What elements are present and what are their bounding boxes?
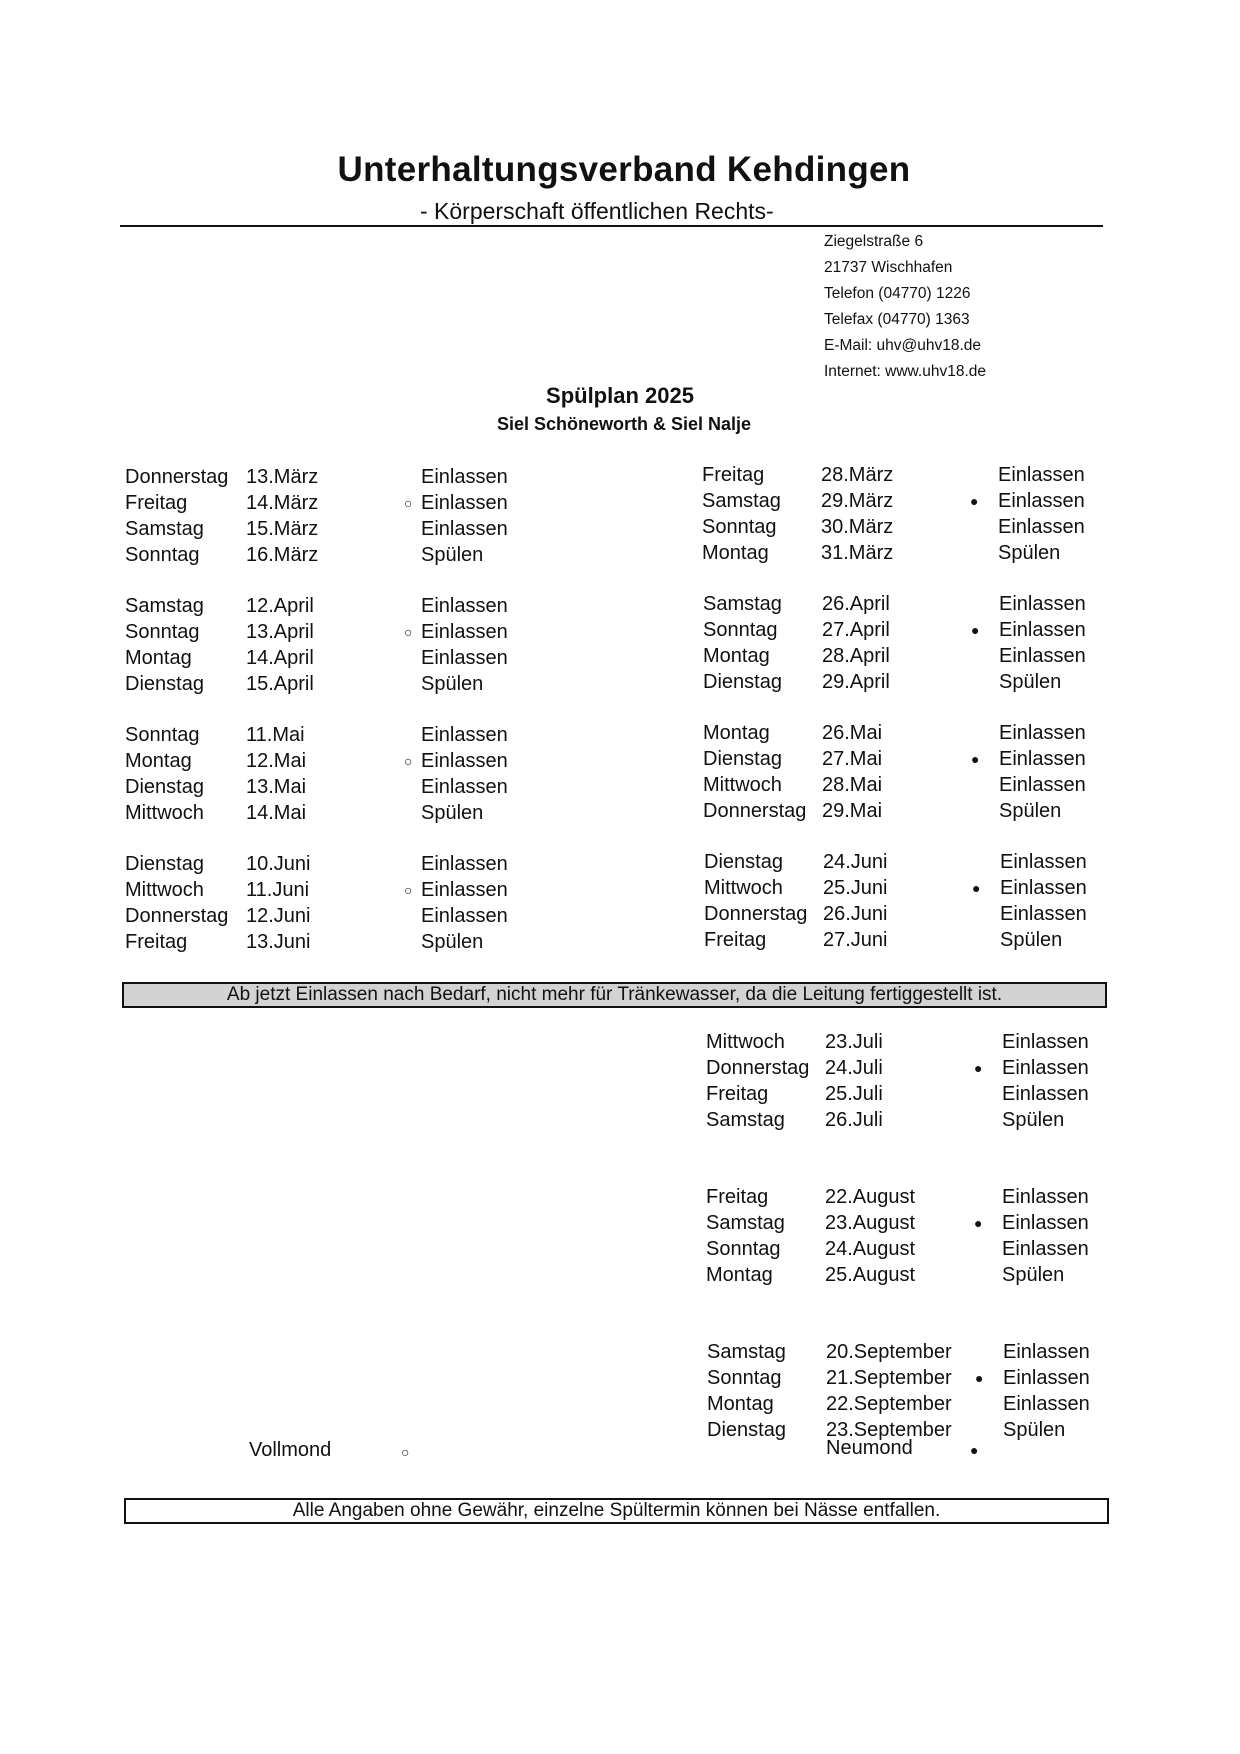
action-cell: Einlassen: [1002, 1057, 1089, 1079]
weekday-cell: Mittwoch: [125, 802, 204, 824]
plan-subtitle: Siel Schöneworth & Siel Nalje: [496, 414, 752, 434]
action-cell: Spülen: [421, 544, 484, 566]
action-cell: Einlassen: [421, 492, 508, 514]
date-cell: 26.Juni: [823, 903, 888, 925]
weekday-cell: Montag: [703, 722, 770, 744]
weekday-cell: Samstag: [706, 1109, 785, 1131]
legend-new-moon-label: Neumond: [826, 1437, 913, 1459]
date-cell: 23.September: [826, 1419, 952, 1441]
date-cell: 28.Mai: [822, 774, 883, 796]
weekday-cell: Donnerstag: [125, 466, 229, 488]
weekday-cell: Sonntag: [702, 516, 777, 538]
date-cell: 21.September: [826, 1367, 952, 1389]
date-cell: 23.August: [825, 1212, 916, 1234]
action-cell: Einlassen: [1000, 903, 1087, 925]
action-cell: Einlassen: [999, 774, 1086, 796]
action-cell: Spülen: [1000, 929, 1063, 951]
date-cell: 15.März: [246, 518, 319, 540]
action-cell: Spülen: [999, 671, 1062, 693]
moon-phase-icon: ●: [975, 1370, 984, 1386]
moon-phase-icon: ●: [970, 493, 979, 509]
weekday-cell: Sonntag: [125, 544, 200, 566]
date-cell: 15.April: [246, 673, 314, 695]
contact-fax: Telefax (04770) 1363: [824, 311, 970, 328]
organization-subtitle: - Körperschaft öffentlichen Rechts-: [420, 198, 774, 224]
moon-phase-icon: ●: [974, 1215, 983, 1231]
weekday-cell: Montag: [125, 750, 192, 772]
contact-phone: Telefon (04770) 1226: [824, 285, 971, 302]
weekday-cell: Samstag: [702, 490, 781, 512]
weekday-cell: Donnerstag: [703, 800, 807, 822]
date-cell: 20.September: [826, 1341, 952, 1363]
action-cell: Einlassen: [421, 595, 508, 617]
date-cell: 11.Juni: [246, 879, 310, 901]
organization-name: Unterhaltungsverband Kehdingen: [337, 150, 911, 189]
action-cell: Einlassen: [1002, 1083, 1089, 1105]
weekday-cell: Dienstag: [125, 776, 204, 798]
weekday-cell: Dienstag: [125, 853, 204, 875]
action-cell: Einlassen: [999, 722, 1086, 744]
weekday-cell: Montag: [703, 645, 770, 667]
weekday-cell: Sonntag: [707, 1367, 782, 1389]
date-cell: 29.April: [822, 671, 890, 693]
date-cell: 24.Juni: [823, 851, 888, 873]
weekday-cell: Dienstag: [704, 851, 783, 873]
weekday-cell: Mittwoch: [706, 1031, 785, 1053]
contact-website: Internet: www.uhv18.de: [824, 363, 986, 380]
date-cell: 12.April: [246, 595, 314, 617]
action-cell: Einlassen: [999, 593, 1086, 615]
date-cell: 26.Juli: [825, 1109, 883, 1131]
date-cell: 25.Juli: [825, 1083, 883, 1105]
action-cell: Einlassen: [998, 464, 1085, 486]
weekday-cell: Samstag: [706, 1212, 785, 1234]
weekday-cell: Freitag: [125, 492, 188, 514]
weekday-cell: Sonntag: [703, 619, 778, 641]
action-cell: Einlassen: [1003, 1367, 1090, 1389]
weekday-cell: Samstag: [703, 593, 782, 615]
date-cell: 16.März: [246, 544, 319, 566]
action-cell: Einlassen: [421, 750, 508, 772]
full-moon-icon: ○: [401, 1444, 410, 1460]
date-cell: 27.Juni: [823, 929, 888, 951]
action-cell: Spülen: [421, 673, 484, 695]
date-cell: 26.Mai: [822, 722, 883, 744]
action-cell: Einlassen: [998, 490, 1085, 512]
moon-phase-icon: ○: [404, 753, 413, 769]
date-cell: 13.April: [246, 621, 314, 643]
date-cell: 28.März: [821, 464, 894, 486]
action-cell: Spülen: [421, 931, 484, 953]
date-cell: 13.Mai: [246, 776, 307, 798]
date-cell: 22.August: [825, 1186, 916, 1208]
date-cell: 14.Mai: [246, 802, 307, 824]
weekday-cell: Dienstag: [703, 671, 782, 693]
action-cell: Einlassen: [421, 647, 508, 669]
weekday-cell: Donnerstag: [125, 905, 229, 927]
contact-street: Ziegelstraße 6: [824, 233, 924, 250]
moon-phase-icon: ○: [404, 624, 413, 640]
weekday-cell: Mittwoch: [125, 879, 204, 901]
date-cell: 26.April: [822, 593, 890, 615]
moon-phase-icon: ●: [971, 751, 980, 767]
notice-banner: Ab jetzt Einlassen nach Bedarf, nicht mehr für Tränkewasser, da die Leitung fertiggestellt ist.: [122, 982, 1107, 1008]
legend-full-moon-label: Vollmond: [249, 1439, 332, 1461]
weekday-cell: Sonntag: [706, 1238, 781, 1260]
action-cell: Spülen: [999, 800, 1062, 822]
weekday-cell: Dienstag: [125, 673, 204, 695]
action-cell: Spülen: [1002, 1109, 1065, 1131]
date-cell: 28.April: [822, 645, 890, 667]
moon-phase-icon: ○: [404, 882, 413, 898]
weekday-cell: Freitag: [706, 1083, 769, 1105]
date-cell: 14.April: [246, 647, 314, 669]
action-cell: Einlassen: [421, 724, 508, 746]
date-cell: 24.Juli: [825, 1057, 883, 1079]
action-cell: Spülen: [1003, 1419, 1066, 1441]
action-cell: Spülen: [998, 542, 1061, 564]
disclaimer-box: Alle Angaben ohne Gewähr, einzelne Spültermin können bei Nässe entfallen.: [124, 1498, 1109, 1524]
weekday-cell: Dienstag: [703, 748, 782, 770]
date-cell: 27.April: [822, 619, 890, 641]
contact-block: [824, 229, 986, 385]
action-cell: Einlassen: [1002, 1212, 1089, 1234]
action-cell: Einlassen: [421, 776, 508, 798]
weekday-cell: Mittwoch: [703, 774, 782, 796]
moon-phase-icon: ●: [972, 880, 981, 896]
weekday-cell: Freitag: [702, 464, 765, 486]
weekday-cell: Montag: [706, 1264, 773, 1286]
weekday-cell: Montag: [125, 647, 192, 669]
action-cell: Spülen: [1002, 1264, 1065, 1286]
date-cell: 25.August: [825, 1264, 916, 1286]
action-cell: Einlassen: [1002, 1238, 1089, 1260]
action-cell: Einlassen: [998, 516, 1085, 538]
action-cell: Spülen: [421, 802, 484, 824]
action-cell: Einlassen: [421, 905, 508, 927]
date-cell: 10.Juni: [246, 853, 311, 875]
date-cell: 23.Juli: [825, 1031, 883, 1053]
date-cell: 12.Juni: [246, 905, 311, 927]
weekday-cell: Freitag: [704, 929, 767, 951]
weekday-cell: Samstag: [125, 595, 204, 617]
date-cell: 11.Mai: [246, 724, 305, 746]
action-cell: Einlassen: [421, 621, 508, 643]
header-divider: [120, 225, 1103, 227]
weekday-cell: Donnerstag: [706, 1057, 810, 1079]
date-cell: 30.März: [821, 516, 894, 538]
action-cell: Einlassen: [1000, 877, 1087, 899]
date-cell: 29.Mai: [822, 800, 883, 822]
contact-city: 21737 Wischhafen: [824, 259, 953, 276]
action-cell: Einlassen: [1002, 1186, 1089, 1208]
weekday-cell: Montag: [707, 1393, 774, 1415]
moon-phase-icon: ●: [971, 622, 980, 638]
date-cell: 27.Mai: [822, 748, 883, 770]
weekday-cell: Dienstag: [707, 1419, 786, 1441]
weekday-cell: Mittwoch: [704, 877, 783, 899]
weekday-cell: Samstag: [707, 1341, 786, 1363]
moon-phase-icon: ○: [404, 495, 413, 511]
action-cell: Einlassen: [1003, 1393, 1090, 1415]
new-moon-icon: ●: [970, 1442, 979, 1458]
action-cell: Einlassen: [421, 518, 508, 540]
date-cell: 24.August: [825, 1238, 916, 1260]
action-cell: Einlassen: [421, 879, 508, 901]
weekday-cell: Donnerstag: [704, 903, 808, 925]
date-cell: 25.Juni: [823, 877, 888, 899]
action-cell: Einlassen: [1000, 851, 1087, 873]
weekday-cell: Freitag: [125, 931, 188, 953]
action-cell: Einlassen: [421, 853, 508, 875]
weekday-cell: Freitag: [706, 1186, 769, 1208]
action-cell: Einlassen: [421, 466, 508, 488]
plan-title: Spülplan 2025: [546, 383, 694, 408]
weekday-cell: Samstag: [125, 518, 204, 540]
date-cell: 13.Juni: [246, 931, 311, 953]
weekday-cell: Sonntag: [125, 621, 200, 643]
action-cell: Einlassen: [999, 748, 1086, 770]
action-cell: Einlassen: [1003, 1341, 1090, 1363]
weekday-cell: Montag: [702, 542, 769, 564]
action-cell: Einlassen: [999, 619, 1086, 641]
weekday-cell: Sonntag: [125, 724, 200, 746]
action-cell: Einlassen: [1002, 1031, 1089, 1053]
date-cell: 14.März: [246, 492, 319, 514]
action-cell: Einlassen: [999, 645, 1086, 667]
date-cell: 12.Mai: [246, 750, 307, 772]
contact-email: E-Mail: uhv@uhv18.de: [824, 337, 982, 354]
date-cell: 13.März: [246, 466, 319, 488]
date-cell: 29.März: [821, 490, 894, 512]
date-cell: 31.März: [821, 542, 894, 564]
date-cell: 22.September: [826, 1393, 952, 1415]
moon-phase-icon: ●: [974, 1060, 983, 1076]
